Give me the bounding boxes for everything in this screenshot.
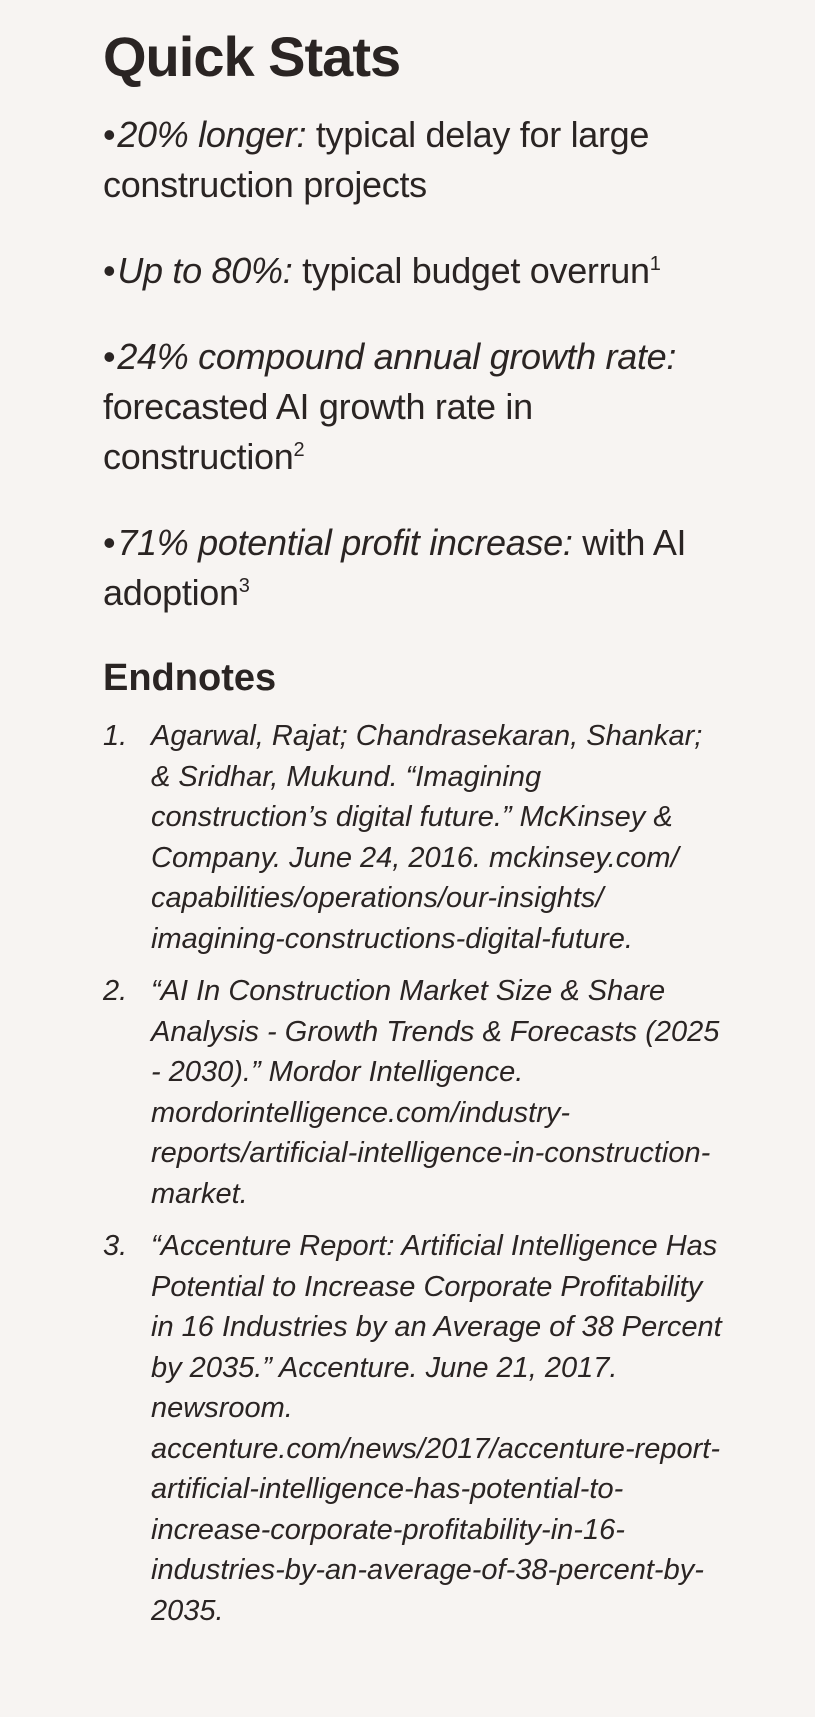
document-page	[103, 24, 723, 1643]
stat-text: with AI adoption	[103, 522, 687, 613]
endnote-number: 1.	[103, 720, 128, 752]
stat-lead: 71% potential profit increase:	[117, 522, 573, 563]
stat-lead: 24% compound annual growth rate:	[117, 336, 677, 377]
endnote-text: Agarwal, Rajat; Chandrasekaran, Shankar; & Sridhar, Mukund. “Imagining construction’s digital future.” McKinsey & Company. June 24, 2016. mckinsey.com/ capabilities/operations/our-insights/ imagining-constructions-digital-future.	[151, 720, 703, 955]
bullet-icon: •	[103, 250, 116, 291]
endnotes-heading: Endnotes	[103, 657, 277, 699]
endnote-item	[103, 1226, 723, 1631]
footnote-ref: 1	[649, 253, 661, 275]
endnotes-list	[103, 716, 723, 1631]
stat-text: forecasted AI growth rate in construction	[103, 386, 533, 477]
bullet-icon: •	[103, 336, 116, 377]
endnote-item	[103, 716, 723, 959]
endnote-item	[103, 971, 723, 1214]
stat-item	[103, 518, 723, 618]
stat-text: typical delay for large construction projects	[103, 114, 650, 205]
stat-item	[103, 246, 723, 296]
bullet-icon: •	[103, 114, 116, 155]
endnote-number: 2.	[103, 975, 128, 1007]
stat-item	[103, 110, 723, 210]
endnote-text: “AI In Construction Market Size & Share Analysis - Growth Trends & Forecasts (2025 - 2030).” Mordor Intelligence. mordorintelligence.com/industry-reports/artificial-intelligence-in-construction-market.	[151, 975, 720, 1210]
endnote-text: “Accenture Report: Artificial Intelligence Has Potential to Increase Corporate Profitability in 16 Industries by an Average of 38 Percent by 2035.” Accenture. June 21, 2017. newsroom. accenture.com/news/2017/accenture-report-artificial-intelligence-has-potential-to-increase-corporate-profitability-in-16-industries-by-an-average-of-38-percent-by-2035.	[151, 1230, 722, 1627]
footnote-ref: 3	[238, 575, 250, 597]
page-title: Quick Stats	[103, 25, 401, 88]
bullet-icon: •	[103, 522, 116, 563]
stat-item	[103, 332, 723, 482]
footnote-ref: 2	[293, 439, 305, 461]
stat-text: typical budget overrun	[292, 250, 650, 291]
endnote-number: 3.	[103, 1230, 128, 1262]
stat-lead: 20% longer:	[117, 114, 307, 155]
stat-lead: Up to 80%:	[117, 250, 293, 291]
stats-list	[103, 110, 723, 618]
